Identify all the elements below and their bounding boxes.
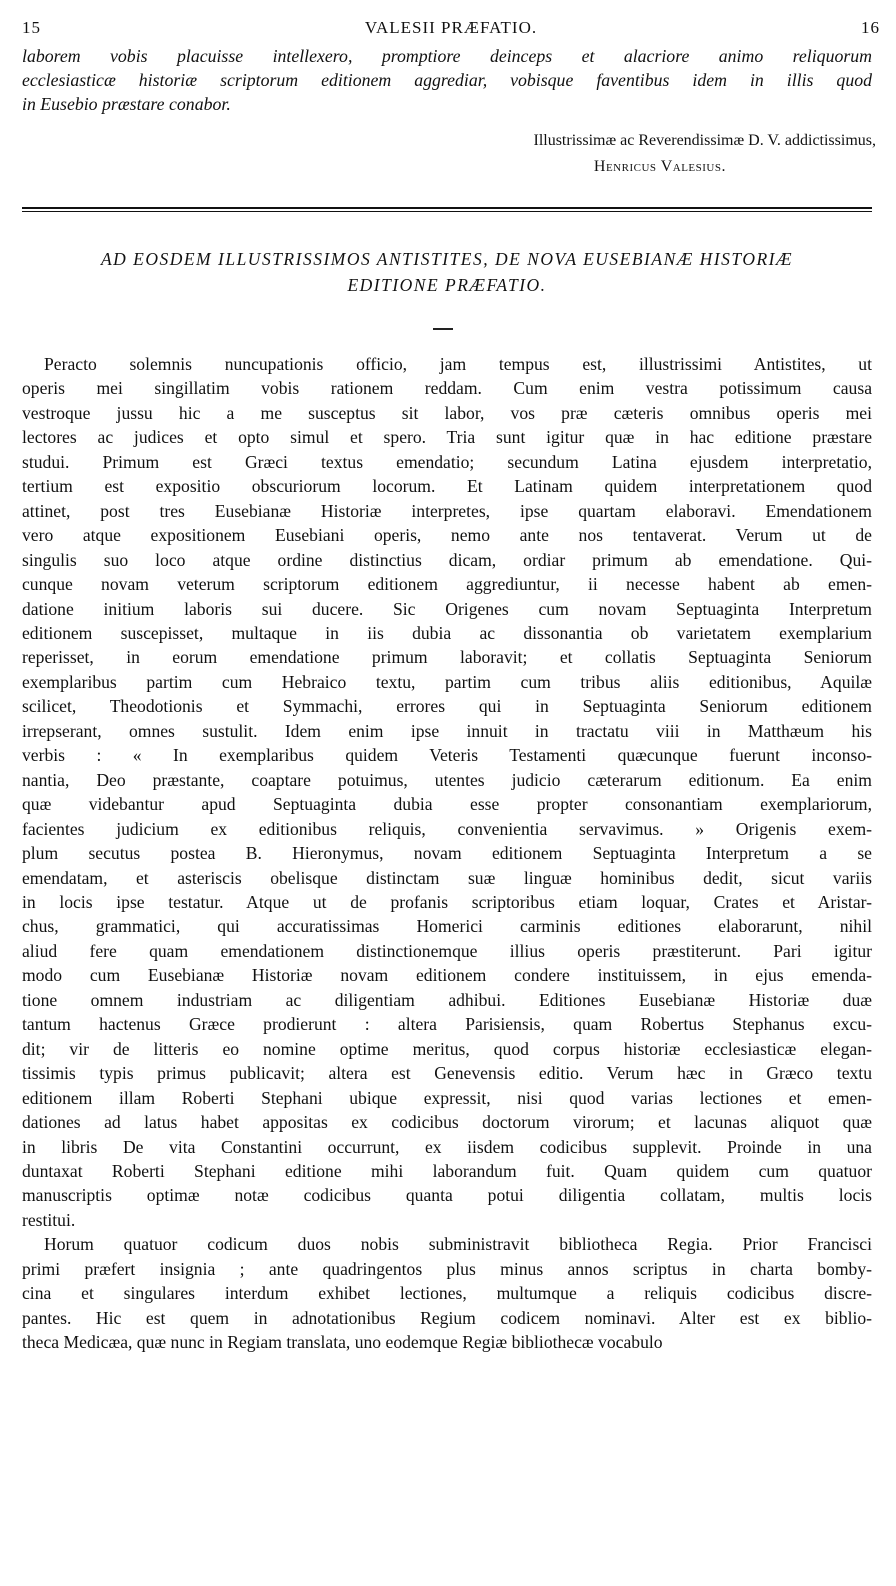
text-line: vestroque jussu hic a me susceptus sit labor, vos præ cæteris omnibus operis mei [22, 402, 872, 423]
text-line: dationes ad latus habet appositas ex codicibus doctorum virorum; et lacunas aliquot quæ [22, 1112, 872, 1133]
body-text [22, 352, 872, 1355]
signature-salutation: Illustrissimæ ac Reverendissimæ D. V. addictissimus, [533, 132, 876, 149]
divider-rule-thin [22, 211, 872, 212]
signature-name: Henricus Valesius. [593, 158, 726, 175]
running-title: VALESII PRÆFATIO. [364, 18, 538, 37]
text-line: cunque novam veterum scriptorum editionem aggrediuntur, ii necesse habent ab emen- [22, 574, 872, 595]
text-line: restitui. [22, 1209, 76, 1230]
text-line: chus, grammatici, qui accuratissimas Homerici carminis editiones elaborarunt, nihil [22, 916, 872, 937]
signature-block [356, 128, 876, 180]
text-line: irrepserant, omnes sustulit. Idem enim ipse innuit in tractatu viii in Matthæum his [22, 720, 872, 741]
text-line: tione omnem industriam ac diligentiam adhibui. Editiones Eusebianæ Historiæ duæ [22, 989, 872, 1010]
paragraph-2 [22, 1232, 872, 1354]
text-line: operis mei singillatim vobis rationem reddam. Cum enim vestra potissimum causa [22, 378, 872, 399]
divider-rule-thick [22, 207, 872, 209]
intro-line: ecclesiasticæ historiæ scriptorum editionem aggrediar, vobisque faventibus idem in illis quod [22, 70, 872, 90]
page-number-left: 15 [22, 18, 41, 37]
text-line: editionem illam Roberti Stephani ubique expressit, nisi quod varias lectiones et emen- [22, 1087, 872, 1108]
text-line: tissimis typis primus publicavit; altera est Genevensis editio. Verum hæc in Græco textu [22, 1063, 872, 1084]
paragraph-1 [22, 352, 872, 1232]
text-line: plum secutus postea B. Hieronymus, novam editionem Septuaginta Interpretum a se [22, 843, 872, 864]
text-line: dit; vir de litteris eo nomine optime meritus, quod corpus historiæ ecclesiasticæ elegan- [22, 1038, 872, 1059]
text-line: cina et singulares interdum exhibet lectiones, multumque a reliquis codicibus discre- [22, 1283, 872, 1304]
text-line: facientes judicium ex editionibus reliquis, convenientia servavimus. » Origenis exem- [22, 818, 872, 839]
text-line: verbis : « In exemplaribus quidem Veteris Testamenti quæcunque fuerunt inconso- [22, 745, 872, 766]
text-line: manuscriptis optimæ notæ codicibus quanta potui diligentia collatam, multis locis [22, 1185, 872, 1206]
page-number-right: 16 [861, 18, 880, 37]
text-line: vero atque expositionem Eusebiani operis, nemo ante nos tentaverat. Verum ut de [22, 525, 872, 546]
title-dash [433, 328, 453, 330]
text-line: nantia, Deo præstante, coaptare potuimus, utentes judicio cæterarum editionum. Ea enim [22, 769, 872, 790]
text-line: theca Medicæa, quæ nunc in Regiam translata, uno eodemque Regiæ bibliothecæ vocabulo [22, 1332, 663, 1353]
text-line: in libris De vita Constantini occurrunt, ex iisdem codicibus supplevit. Proinde in una [22, 1136, 872, 1157]
text-line: in locis ipse testatur. Atque ut de profanis scriptoribus etiam loquar, Crates et Aristar- [22, 891, 872, 912]
text-line: quæ videbantur apud Septuaginta dubia esse propter consonantiam exemplariorum, [22, 794, 872, 815]
text-line: aliud fere quam emendationem distinctionemque illius operis præstiterunt. Pari igitur [22, 940, 872, 961]
text-line: editionem suscepisset, multaque in iis dubia ac dissonantia ob varietatem exemplarium [22, 622, 872, 643]
text-line: duntaxat Roberti Stephani editione mihi laborandum fuit. Quam quidem cum quatuor [22, 1160, 872, 1181]
text-line: lectores ac judices et opto simul et spero. Tria sunt igitur quæ in hac editione præstare [22, 427, 872, 448]
closing-italic-paragraph [22, 44, 872, 116]
section-title [22, 246, 872, 298]
text-line: datione initium laboris sui ducere. Sic Origenes cum novam Septuaginta Interpretum [22, 598, 872, 619]
section-title-line: EDITIONE PRÆFATIO. [347, 275, 547, 295]
text-line: tertium est expositio obscuriorum locorum. Et Latinam quidem interpretationem quod [22, 476, 872, 497]
text-line: singulis suo loco atque ordine distinctius dicam, ordiar primum ab emendatione. Qui- [22, 549, 872, 570]
text-line: tantum hactenus Græce prodierunt : altera Parisiensis, quam Robertus Stephanus excu- [22, 1014, 872, 1035]
text-line: scilicet, Theodotionis et Symmachi, errores qui in Septuaginta Seniorum editionem [22, 696, 872, 717]
text-line: Horum quatuor codicum duos nobis subministravit bibliotheca Regia. Prior Francisci [44, 1234, 872, 1255]
intro-line: laborem vobis placuisse intellexero, promptiore deinceps et alacriore animo reliquorum [22, 46, 872, 66]
text-line: primi præfert insignia ; ante quadringentos plus minus annos scriptus in charta bomby- [22, 1258, 872, 1279]
text-line: modo cum Eusebianæ Historiæ novam editionem condere instituissem, in ejus emenda- [22, 965, 872, 986]
text-line: reperisset, in eorum emendatione primum laboravit; et collatis Septuaginta Seniorum [22, 647, 872, 668]
text-line: studui. Primum est Græci textus emendatio; secundum Latina ejusdem interpretatio, [22, 451, 872, 472]
intro-line: in Eusebio præstare conabor. [22, 94, 231, 114]
text-line: exemplaribus partim cum Hebraico textu, partim cum tribus aliis editionibus, Aquilæ [22, 671, 872, 692]
text-line: emendatam, et asteriscis obelisque distinctam suæ linguæ hominibus dedit, sicut variis [22, 867, 872, 888]
section-title-line: AD EOSDEM ILLUSTRISSIMOS ANTISTITES, DE NOVA EUSEBIANÆ HISTORIÆ [100, 249, 794, 269]
running-head [22, 18, 880, 40]
text-line: attinet, post tres Eusebianæ Historiæ interpretes, ipse quartam elaboravi. Emendationem [22, 500, 872, 521]
text-line: Peracto solemnis nuncupationis officio, jam tempus est, illustrissimi Antistites, ut [44, 354, 872, 374]
text-line: pantes. Hic est quem in adnotationibus Regium codicem nominavi. Alter est ex biblio- [22, 1307, 872, 1328]
